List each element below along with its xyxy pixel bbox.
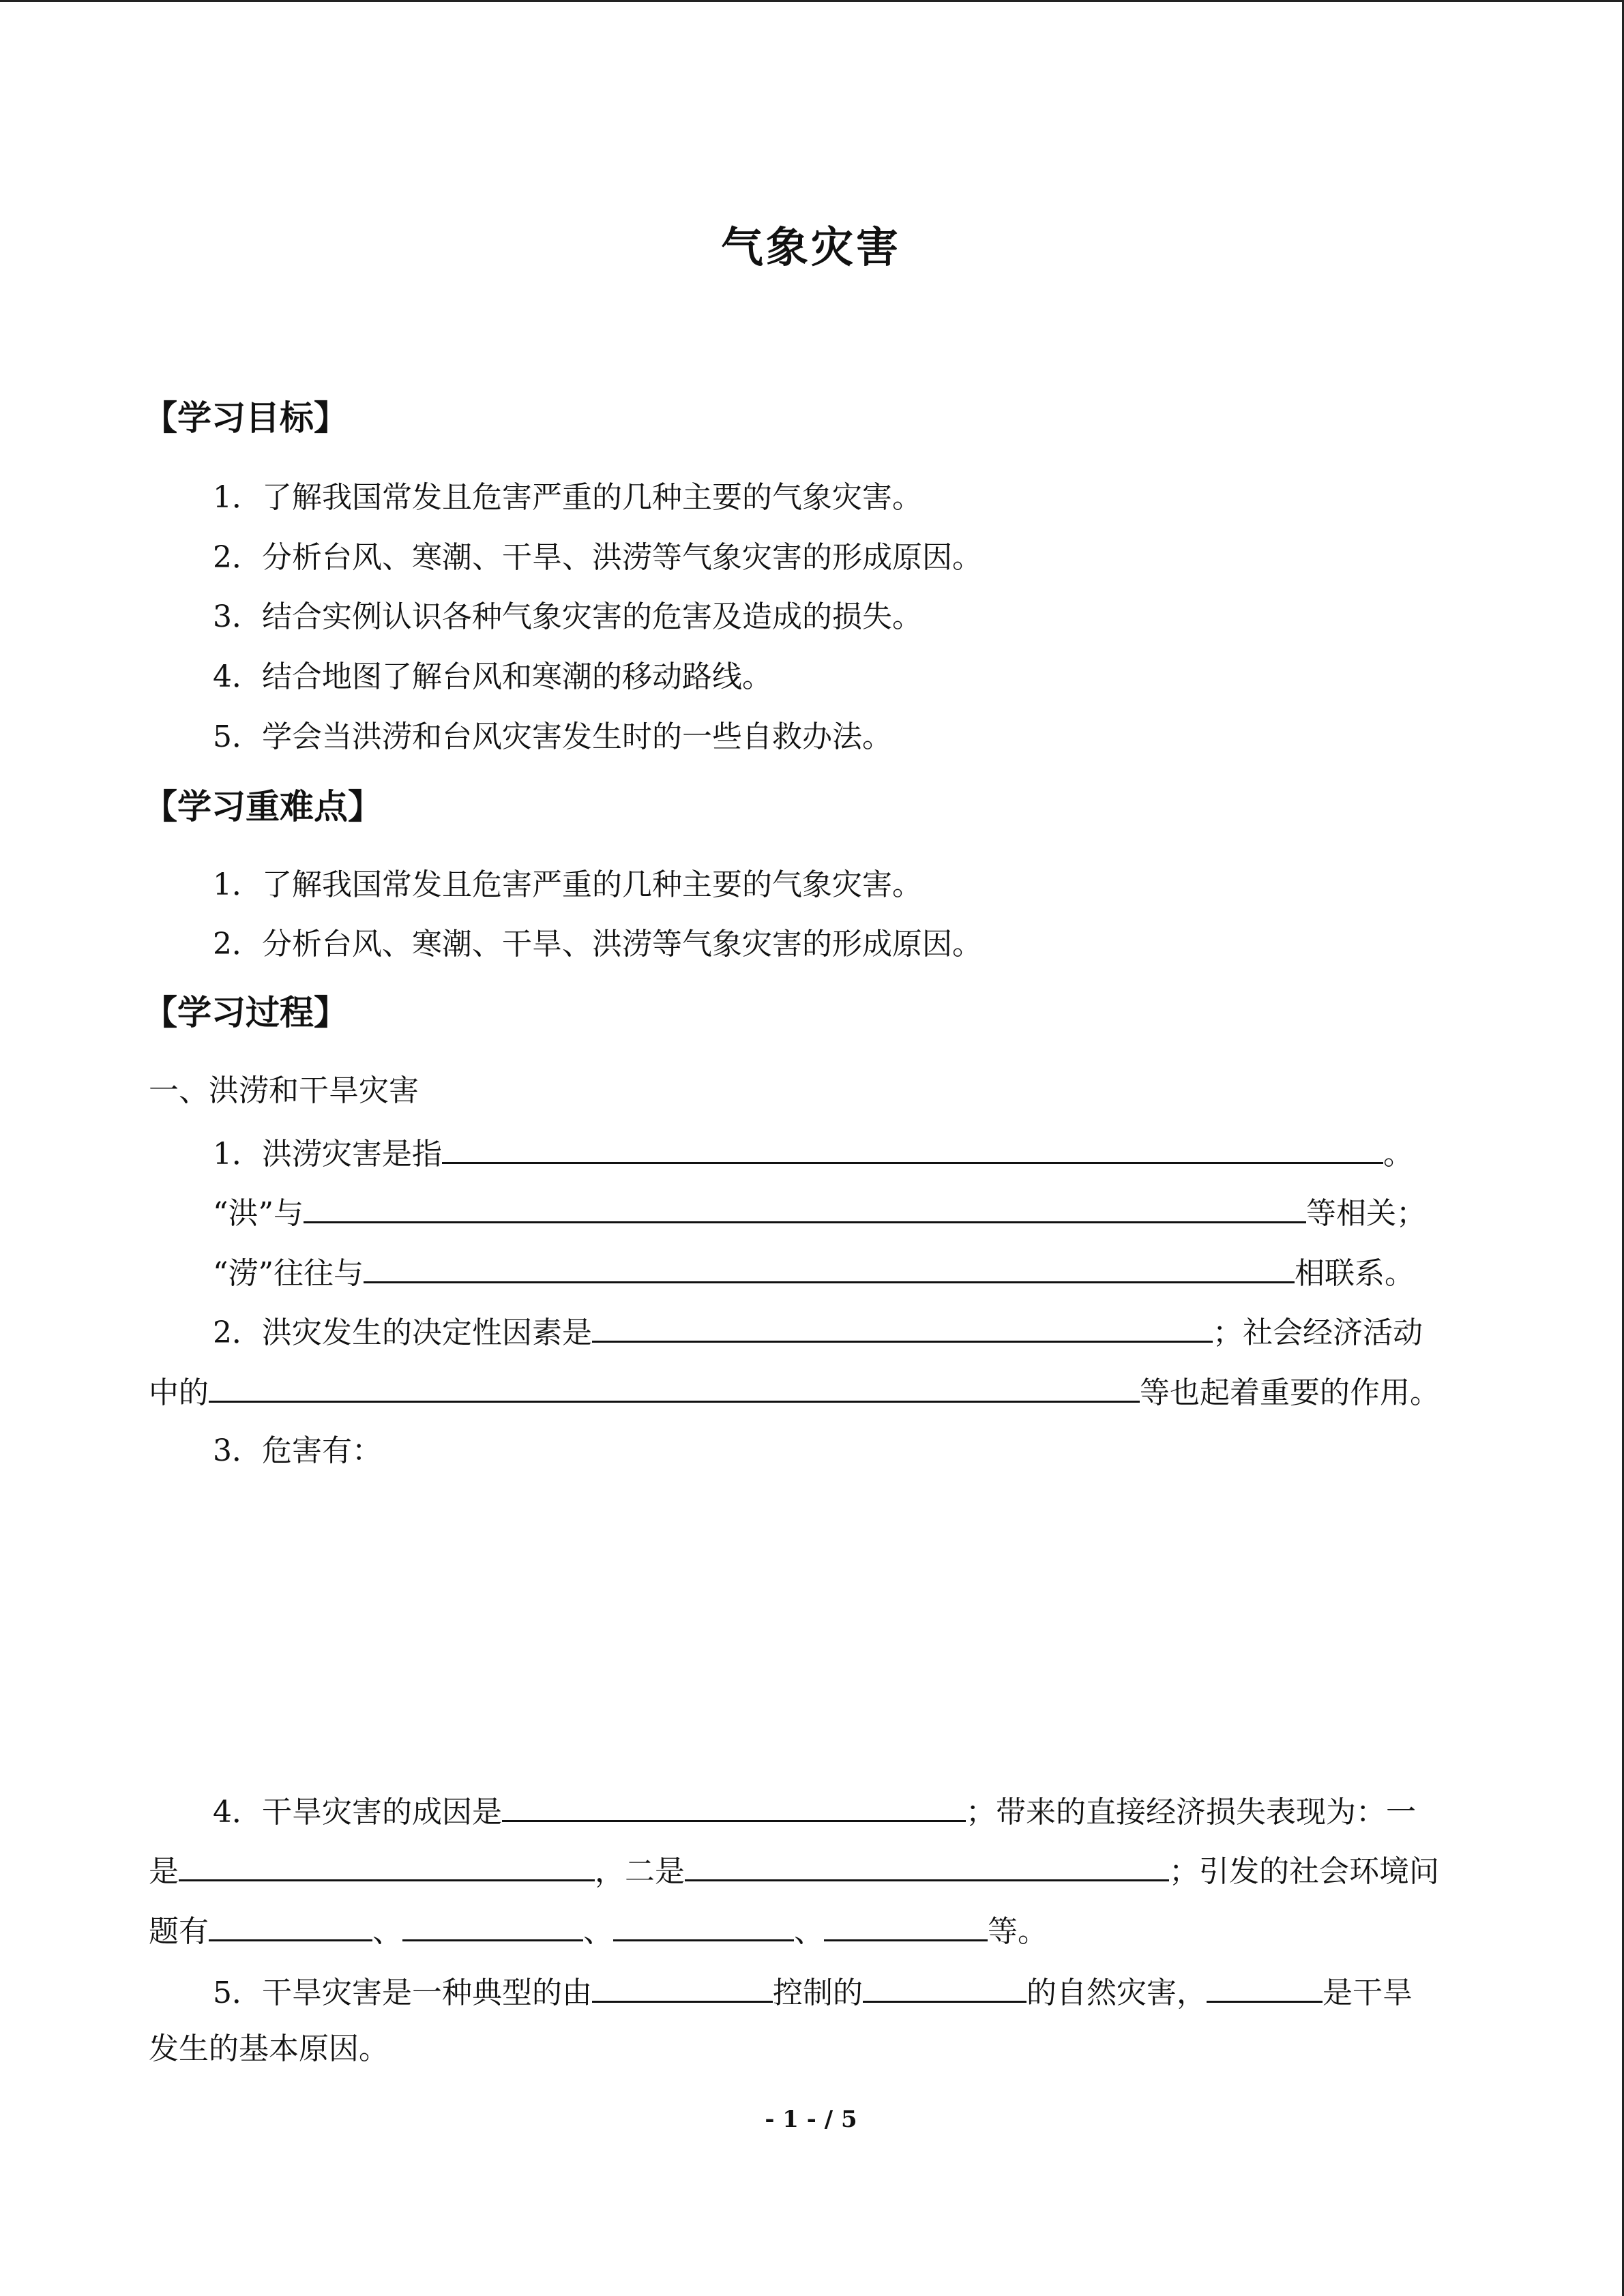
- key-point-item: 2．分析台风、寒潮、干旱、洪涝等气象灾害的形成原因。: [213, 927, 982, 961]
- page-number: - 1 - / 5: [765, 2106, 857, 2133]
- question-1a: 1．洪涝灾害是指 。: [213, 1131, 1479, 1172]
- answer-blank[interactable]: [209, 1369, 1140, 1403]
- goal-item: 1．了解我国常发且危害严重的几种主要的气象灾害。: [213, 480, 922, 515]
- question-3: 3．危害有：: [213, 1433, 382, 1468]
- question-4c: 题有 、 、 、 等。: [149, 1908, 1479, 1949]
- answer-blank[interactable]: [304, 1190, 1306, 1223]
- answer-blank[interactable]: [824, 1908, 988, 1941]
- question-1b: “洪”与 等相关；: [213, 1190, 1479, 1231]
- answer-blank[interactable]: [592, 1309, 1213, 1343]
- heading-process: 【学习过程】: [143, 993, 348, 1032]
- answer-blank[interactable]: [179, 1848, 595, 1881]
- heading-key-points: 【学习重难点】: [143, 787, 382, 826]
- part1-title: 一、洪涝和干旱灾害: [149, 1073, 419, 1108]
- answer-blank[interactable]: [592, 1969, 773, 2003]
- question-5a: 5．干旱灾害是一种典型的由 控制的 的自然灾害， 是干旱: [213, 1969, 1479, 2010]
- page-title: 气象灾害: [720, 222, 901, 272]
- question-1c: “涝”往往与 相联系。: [213, 1250, 1479, 1291]
- key-point-item: 1．了解我国常发且危害严重的几种主要的气象灾害。: [213, 867, 922, 902]
- answer-blank[interactable]: [502, 1789, 966, 1822]
- answer-blank[interactable]: [685, 1848, 1169, 1881]
- answer-blank[interactable]: [442, 1131, 1383, 1164]
- answer-blank[interactable]: [1207, 1969, 1323, 2003]
- answer-blank[interactable]: [402, 1908, 583, 1941]
- goal-item: 2．分析台风、寒潮、干旱、洪涝等气象灾害的形成原因。: [213, 540, 982, 575]
- answer-blank[interactable]: [209, 1908, 372, 1941]
- heading-goals: 【学习目标】: [143, 398, 348, 438]
- question-2a: 2．洪灾发生的决定性因素是 ；社会经济活动: [213, 1309, 1479, 1350]
- question-4a: 4．干旱灾害的成因是 ；带来的直接经济损失表现为：一: [213, 1789, 1479, 1830]
- question-2b: 中的 等也起着重要的作用。: [149, 1369, 1479, 1410]
- answer-blank[interactable]: [613, 1908, 794, 1941]
- answer-blank[interactable]: [863, 1969, 1027, 2003]
- question-4b: 是 ，二是 ；引发的社会环境问: [149, 1848, 1479, 1889]
- goal-item: 5．学会当洪涝和台风灾害发生时的一些自救办法。: [213, 719, 892, 754]
- answer-blank[interactable]: [364, 1250, 1295, 1283]
- goal-item: 3．结合实例认识各种气象灾害的危害及造成的损失。: [213, 599, 922, 634]
- question-5b: 发生的基本原因。: [149, 2031, 389, 2066]
- goal-item: 4．结合地图了解台风和寒潮的移动路线。: [213, 659, 772, 694]
